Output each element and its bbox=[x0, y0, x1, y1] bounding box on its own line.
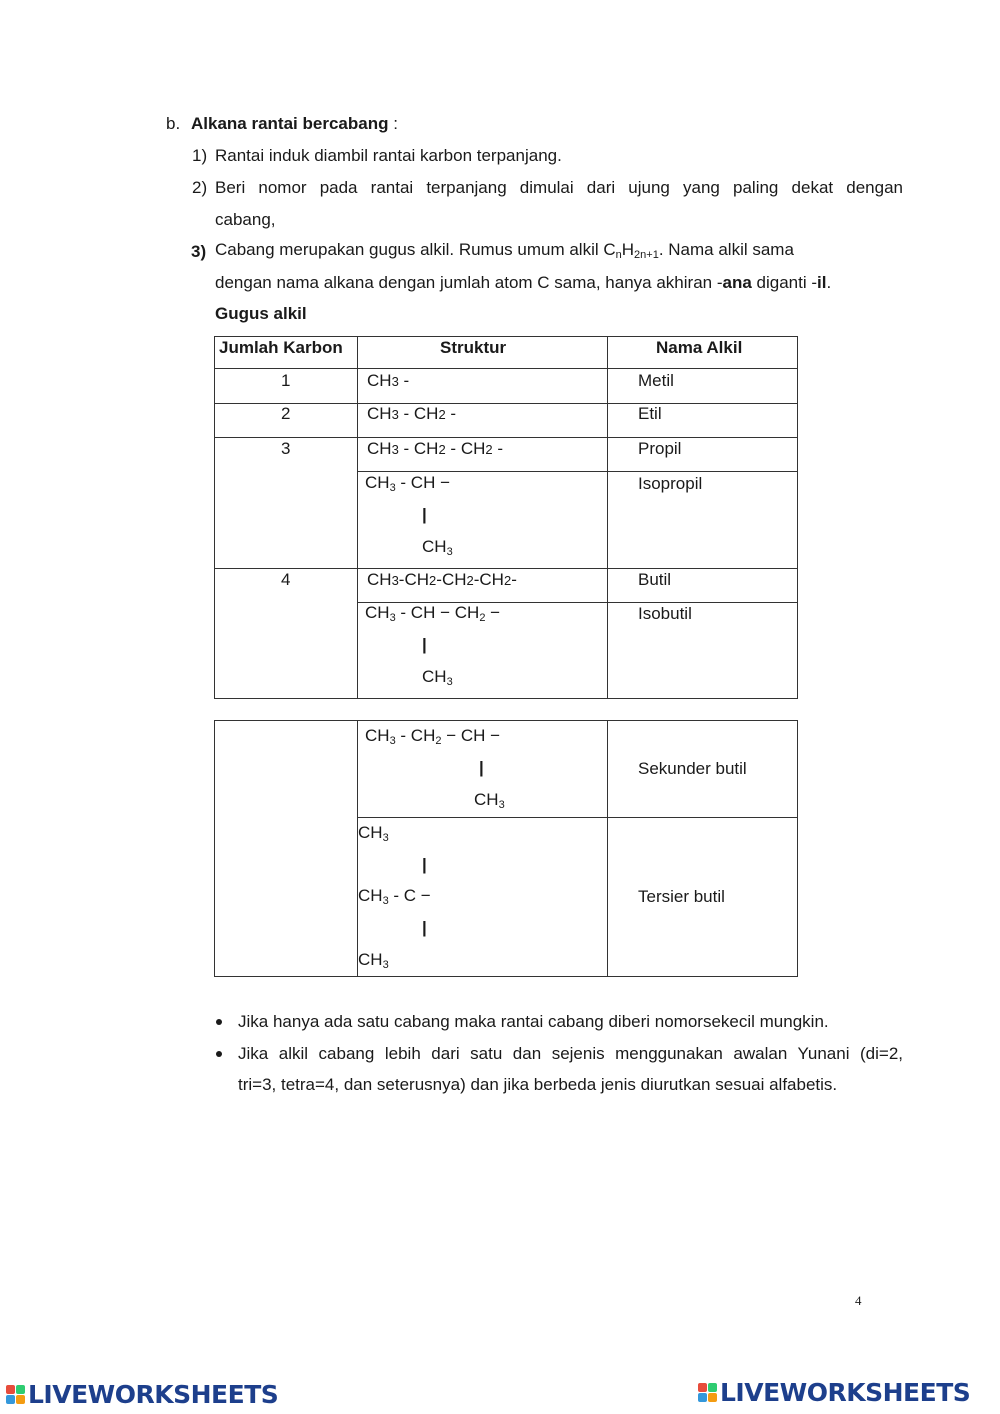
name-sekunder-butil: Sekunder butil bbox=[638, 759, 747, 778]
liveworksheets-icon bbox=[6, 1385, 25, 1404]
carbon-count-1: 1 bbox=[281, 371, 291, 390]
structure-isobutil-main: $CH_3$ - CH − $CH_2$ − bbox=[365, 603, 501, 624]
note-2-line-1: Jika alkil cabang lebih dari satu dan sejenis menggunakan awalan Yunani (di=2, bbox=[238, 1044, 903, 1063]
rule-3-number: 3) bbox=[191, 242, 207, 261]
header-nama-alkil: Nama Alkil bbox=[656, 338, 743, 357]
structure-tert-butil-bond-top: | bbox=[422, 855, 427, 874]
structure-tert-butil-main: $CH_3$ - C − bbox=[358, 886, 431, 907]
page-number: 4 bbox=[855, 1293, 862, 1308]
carbon-count-4: 4 bbox=[281, 570, 291, 589]
name-tersier-butil: Tersier butil bbox=[638, 887, 725, 906]
name-propil: Propil bbox=[638, 439, 682, 458]
rule-2-line-2: cabang, bbox=[215, 210, 276, 229]
structure-tert-butil-top: $CH_3$ bbox=[358, 823, 389, 844]
name-metil: Metil bbox=[638, 371, 674, 390]
section-title bbox=[191, 114, 398, 134]
header-jumlah-karbon: Jumlah Karbon bbox=[219, 338, 343, 357]
alkyl-h: H bbox=[621, 240, 635, 259]
carbon-count-3: 3 bbox=[281, 439, 291, 458]
rule-3-text-c: dengan nama alkana dengan jumlah atom C sama, hanya akhiran - bbox=[215, 273, 723, 292]
structure-isopropil-main: $CH_3$ - CH − bbox=[365, 473, 451, 494]
structure-metil: CH3 - bbox=[367, 371, 410, 390]
rule-3-line-1 bbox=[215, 240, 794, 260]
section-title-text: Alkana rantai bercabang bbox=[191, 114, 389, 133]
table-title: Gugus alkil bbox=[215, 304, 307, 323]
name-etil: Etil bbox=[638, 404, 662, 423]
structure-isopropil-branch: $CH_3$ bbox=[422, 537, 453, 558]
liveworksheets-logo-right bbox=[698, 1378, 970, 1407]
header-struktur: Struktur bbox=[440, 338, 507, 357]
structure-etil: CH3 - CH2 - bbox=[367, 404, 457, 423]
alkyl-subscript-2n1: 2n+1 bbox=[634, 249, 659, 261]
note-2-line-2: tri=3, tetra=4, dan seterusnya) dan jika berbeda jenis diurutkan sesuai alfabetis. bbox=[238, 1075, 838, 1094]
liveworksheets-logo-left bbox=[6, 1380, 278, 1409]
structure-tert-butil-bottom: $CH_3$ bbox=[358, 950, 389, 971]
structure-isobutil-bond: | bbox=[422, 635, 427, 654]
rule-1-text: Rantai induk diambil rantai karbon terpanjang. bbox=[215, 146, 562, 165]
suffix-il: il bbox=[817, 273, 827, 292]
name-butil: Butil bbox=[638, 570, 672, 589]
suffix-ana: ana bbox=[722, 273, 752, 292]
structure-propil: CH3 - CH2 - CH2 - bbox=[367, 439, 503, 458]
structure-butil: CH3-CH2-CH2-CH2- bbox=[367, 570, 517, 589]
structure-sec-butil-branch: $CH_3$ bbox=[474, 790, 505, 811]
carbon-count-2: 2 bbox=[281, 404, 291, 423]
structure-tert-butil-bond-bottom: | bbox=[422, 918, 427, 937]
liveworksheets-icon bbox=[698, 1383, 717, 1402]
structure-isobutil-branch: $CH_3$ bbox=[422, 667, 453, 688]
section-marker: b. bbox=[166, 114, 181, 133]
structure-isopropil-bond: | bbox=[422, 505, 427, 524]
section-title-suffix: : bbox=[388, 114, 398, 133]
bullet-2 bbox=[216, 1051, 222, 1057]
rule-3-text-a: Cabang merupakan gugus alkil. Rumus umum alkil C bbox=[215, 240, 616, 259]
rule-1-number: 1) bbox=[192, 146, 208, 165]
rule-3-text-d: diganti - bbox=[751, 273, 817, 292]
alkyl-subscript-n: n bbox=[615, 249, 622, 261]
structure-sec-butil-bond: | bbox=[479, 758, 484, 777]
name-isobutil: Isobutil bbox=[638, 604, 692, 623]
rule-3-text-e: . bbox=[826, 273, 832, 292]
liveworksheets-wordmark: LIVEWORKSHEETS bbox=[720, 1378, 971, 1407]
rule-2-number: 2) bbox=[192, 178, 208, 197]
bullet-1 bbox=[216, 1019, 222, 1025]
structure-sec-butil-main: $CH_3 - CH_2$ − CH − bbox=[365, 726, 501, 747]
note-1: Jika hanya ada satu cabang maka rantai cabang diberi nomorsekecil mungkin. bbox=[238, 1012, 829, 1031]
liveworksheets-wordmark: LIVEWORKSHEETS bbox=[28, 1380, 279, 1409]
rule-3-text-b: . Nama alkil sama bbox=[658, 240, 794, 259]
rule-3-line-2 bbox=[215, 273, 831, 293]
rule-2-line-1: Beri nomor pada rantai terpanjang dimulai dari ujung yang paling dekat dengan bbox=[215, 178, 903, 197]
name-isopropil: Isopropil bbox=[638, 474, 703, 493]
